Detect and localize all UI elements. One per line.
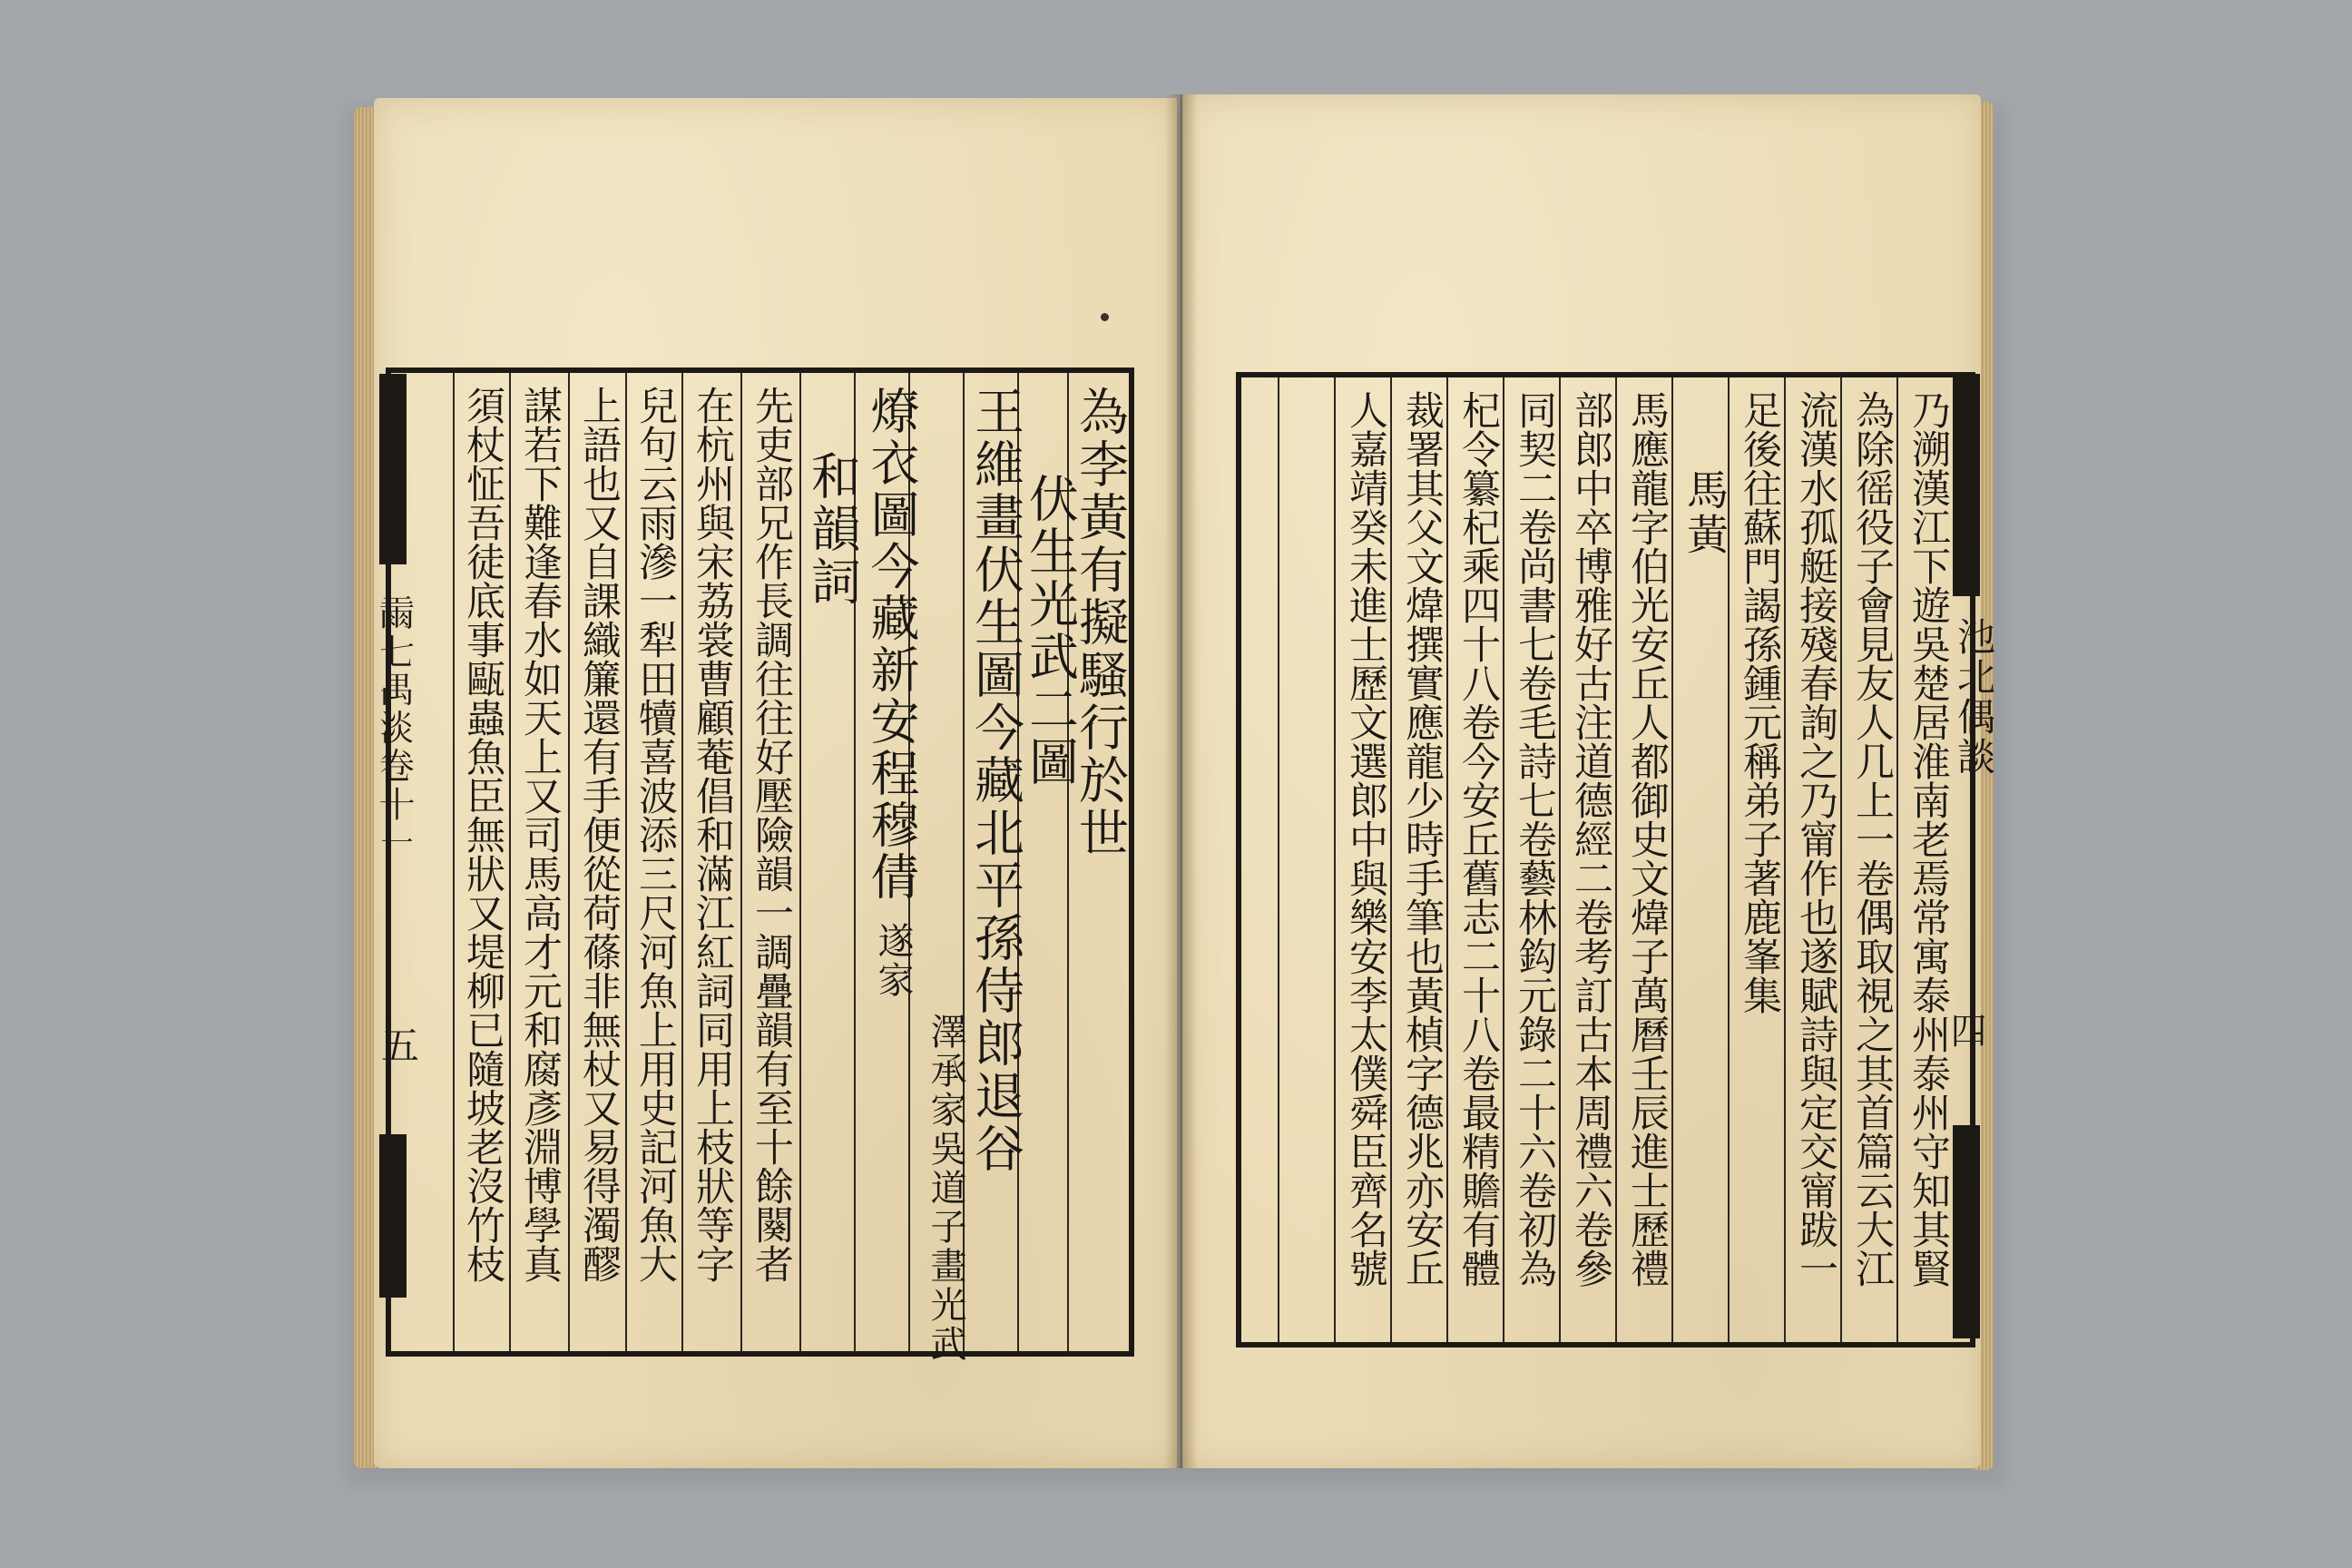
right-fold-title: 池北偶談 — [1952, 617, 1996, 777]
right-column-6: 馬應龍字伯光安丘人都御史文煒子萬曆壬辰進士歷禮 — [1624, 390, 1670, 1288]
left-column-5-heading: 和韻詞 — [803, 450, 861, 608]
left-column-11: 須杖怔吾徒底事甌蟲魚臣無狀又堤柳已隨坡老沒竹枝 — [460, 386, 505, 1283]
right-column-3: 流漢水孤艇接殘春詢之乃甯作也遂賦詩與定交甯跋一 — [1793, 390, 1838, 1288]
left-column-7: 在杭州與宋荔裳曹顧菴倡和滿江紅詞同用上枝狀等字 — [690, 386, 735, 1283]
left-text-frame — [386, 368, 1134, 1364]
right-column-7: 部郎中卒博雅好古注道德經二卷考訂古本周禮六卷參 — [1568, 390, 1613, 1288]
right-column-10: 裁署其父文煒撰實應龍少時手筆也黃楨字德兆亦安丘 — [1399, 390, 1445, 1288]
left-column-10: 謀若下難逢春水如天上又司馬高才元和腐彥淵博學真 — [517, 386, 563, 1283]
right-column-8: 同契二卷尚書七卷毛詩七卷藝林鈎元錄二十六卷初為 — [1512, 390, 1557, 1288]
left-column-6: 先吏部兄作長調往往好壓險韻一調疊韻有至十餘闋者 — [749, 386, 794, 1283]
right-fold-page-number: 四 — [1945, 1012, 1986, 1050]
left-column-1: 為李黃有擬騷行於世 — [1071, 386, 1129, 859]
left-column-3: 王維畫伏生圖今藏北平孫侍郎退谷 — [966, 386, 1024, 1175]
right-column-1: 乃溯漢江下遊吳楚居淮南老焉常寓泰州泰州守知其賢 — [1906, 390, 1951, 1288]
left-fold-page-number: 五 — [376, 1025, 420, 1065]
left-column-4: 燎衣圖今藏新安程穆倩 — [863, 386, 920, 903]
left-column-4-note: 遂家 — [872, 922, 914, 1000]
right-column-5-heading: 馬黃 — [1681, 468, 1730, 557]
left-column-3-note: 澤承家吳道子畫光武 — [925, 1013, 966, 1364]
right-text-frame — [1236, 372, 1975, 1348]
right-column-11: 人嘉靖癸未進士歷文選郎中與樂安李太僕舜臣齊名號 — [1343, 390, 1388, 1288]
right-column-9: 杞令纂杞乘四十八卷今安丘舊志二十八卷最精贍有體 — [1455, 390, 1501, 1288]
right-column-4: 足後往蘇門謁孫鍾元稱弟子著鹿峯集 — [1737, 390, 1782, 1014]
right-column-2: 為除徭役子會見友人几上一卷偶取視之其首篇云大江 — [1849, 390, 1895, 1288]
ink-spot — [1101, 313, 1109, 321]
left-column-8: 兒句云雨滲一犁田犢喜波添三尺河魚上用史記河魚大 — [632, 386, 678, 1283]
left-fold-title: 𢀪七禺淡卷十一 — [375, 594, 416, 861]
left-column-9: 上語也又自課織簾還有手便從荷蓧非無杖又易得濁醪 — [576, 386, 622, 1283]
left-column-2-heading: 伏生光武二圖 — [1021, 473, 1079, 789]
book-gutter — [1165, 94, 1198, 1468]
